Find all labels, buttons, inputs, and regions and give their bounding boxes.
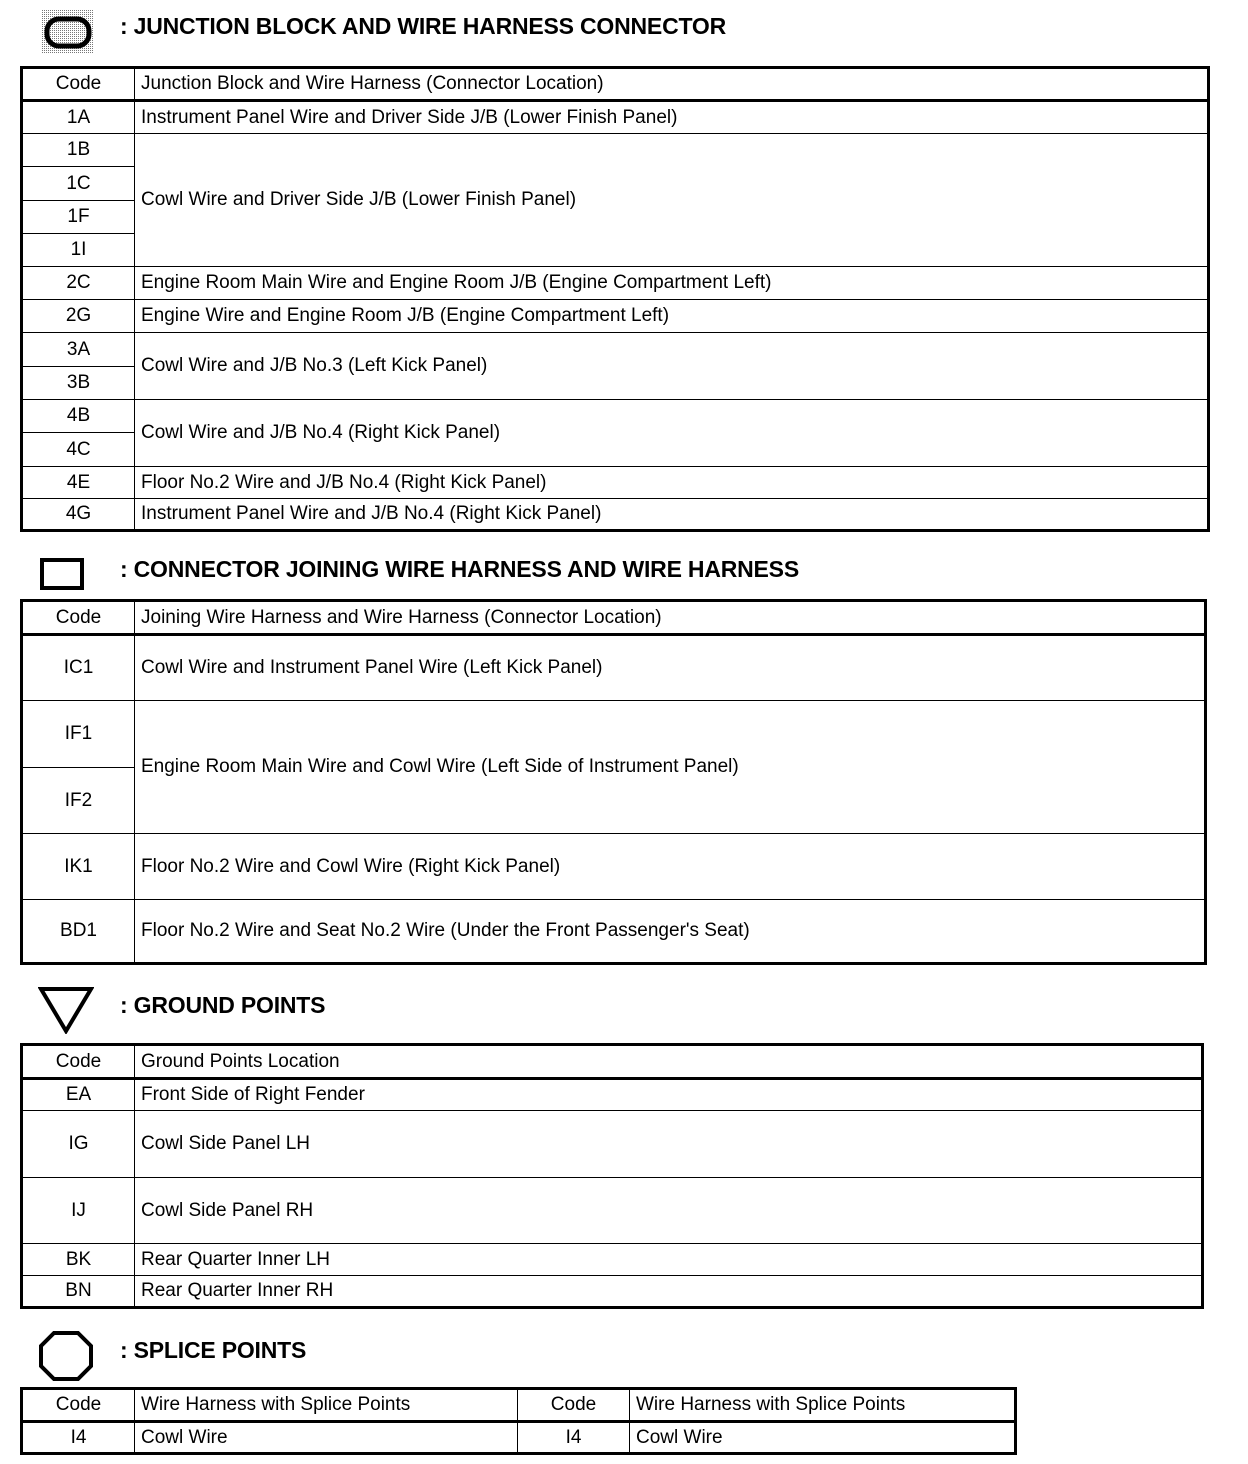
table-row bbox=[22, 1079, 1203, 1111]
code-cell: IF1 bbox=[22, 701, 135, 768]
connector-square-icon bbox=[40, 558, 84, 590]
table-row bbox=[22, 900, 1206, 964]
table-row bbox=[22, 834, 1206, 900]
column-header: Code bbox=[22, 68, 135, 101]
section-title-connector: : CONNECTOR JOINING WIRE HARNESS AND WIRE HARNESS bbox=[120, 556, 799, 582]
table-section-0 bbox=[20, 66, 1210, 532]
description-cell: Cowl Side Panel RH bbox=[135, 1178, 1203, 1244]
code-cell: BD1 bbox=[22, 900, 135, 964]
section-title-splice: : SPLICE POINTS bbox=[120, 1337, 307, 1363]
table-header-row bbox=[22, 601, 1206, 635]
code-cell: IJ bbox=[22, 1178, 135, 1244]
table-header-row bbox=[22, 1045, 1203, 1079]
description-cell: Floor No.2 Wire and Cowl Wire (Right Kick Panel) bbox=[135, 834, 1206, 900]
code-cell: IF2 bbox=[22, 768, 135, 834]
table-row bbox=[22, 400, 1209, 433]
code-cell: 4G bbox=[22, 499, 135, 531]
table-row bbox=[22, 1276, 1203, 1308]
table-row bbox=[22, 635, 1206, 701]
code-cell: 1C bbox=[22, 167, 135, 201]
description-cell: Engine Wire and Engine Room J/B (Engine Compartment Left) bbox=[135, 300, 1209, 333]
table-row bbox=[22, 1422, 1016, 1454]
column-header: Code bbox=[22, 1045, 135, 1079]
table-row bbox=[22, 333, 1209, 367]
section-title-junction-block: : JUNCTION BLOCK AND WIRE HARNESS CONNECTOR bbox=[120, 13, 727, 39]
table-section-2 bbox=[20, 1043, 1204, 1309]
code-cell: 2G bbox=[22, 300, 135, 333]
code-cell: 4E bbox=[22, 467, 135, 499]
code-cell: 3B bbox=[22, 367, 135, 400]
description-cell: Floor No.2 Wire and Seat No.2 Wire (Under the Front Passenger's Seat) bbox=[135, 900, 1206, 964]
code-cell: IG bbox=[22, 1111, 135, 1178]
description-cell: Cowl Wire bbox=[135, 1422, 518, 1454]
column-header: Code bbox=[22, 601, 135, 635]
table-header-row bbox=[22, 68, 1209, 101]
description-cell: Rear Quarter Inner LH bbox=[135, 1244, 1203, 1276]
table-row bbox=[22, 467, 1209, 499]
table-row bbox=[22, 1244, 1203, 1276]
column-header: Joining Wire Harness and Wire Harness (Connector Location) bbox=[135, 601, 1206, 635]
code-cell: 1F bbox=[22, 201, 135, 234]
table-row bbox=[22, 267, 1209, 300]
column-header: Code bbox=[22, 1389, 135, 1422]
code-cell: I4 bbox=[22, 1422, 135, 1454]
description-cell: Engine Room Main Wire and Cowl Wire (Left Side of Instrument Panel) bbox=[135, 701, 1206, 834]
code-cell: 1A bbox=[22, 101, 135, 134]
description-cell: Instrument Panel Wire and Driver Side J/B (Lower Finish Panel) bbox=[135, 101, 1209, 134]
code-cell: BN bbox=[22, 1276, 135, 1308]
column-header: Code bbox=[518, 1389, 630, 1422]
description-cell: Cowl Wire and Instrument Panel Wire (Left Kick Panel) bbox=[135, 635, 1206, 701]
table-row bbox=[22, 499, 1209, 531]
description-cell: Cowl Side Panel LH bbox=[135, 1111, 1203, 1178]
junction-block-icon bbox=[42, 10, 94, 54]
code-cell: 1I bbox=[22, 234, 135, 267]
description-cell: Engine Room Main Wire and Engine Room J/B (Engine Compartment Left) bbox=[135, 267, 1209, 300]
description-cell: Cowl Wire and Driver Side J/B (Lower Finish Panel) bbox=[135, 134, 1209, 267]
description-cell: Instrument Panel Wire and J/B No.4 (Right Kick Panel) bbox=[135, 499, 1209, 531]
description-cell: Floor No.2 Wire and J/B No.4 (Right Kick Panel) bbox=[135, 467, 1209, 499]
table-section-3 bbox=[20, 1387, 1017, 1455]
table-section-1 bbox=[20, 599, 1207, 965]
splice-octagon-icon bbox=[38, 1330, 94, 1382]
table-header-row bbox=[22, 1389, 1016, 1422]
code-cell: 4B bbox=[22, 400, 135, 433]
description-cell: Front Side of Right Fender bbox=[135, 1079, 1203, 1111]
table-row bbox=[22, 1178, 1203, 1244]
table-row bbox=[22, 134, 1209, 167]
description-cell: Cowl Wire and J/B No.4 (Right Kick Panel) bbox=[135, 400, 1209, 467]
table-row bbox=[22, 701, 1206, 768]
ground-triangle-icon bbox=[38, 986, 94, 1034]
column-header: Wire Harness with Splice Points bbox=[135, 1389, 518, 1422]
code-cell: EA bbox=[22, 1079, 135, 1111]
code-cell: BK bbox=[22, 1244, 135, 1276]
table-row bbox=[22, 101, 1209, 134]
column-header: Ground Points Location bbox=[135, 1045, 1203, 1079]
section-title-ground: : GROUND POINTS bbox=[120, 992, 326, 1018]
code-cell: IK1 bbox=[22, 834, 135, 900]
code-cell: 1B bbox=[22, 134, 135, 167]
table-row bbox=[22, 300, 1209, 333]
column-header: Junction Block and Wire Harness (Connector Location) bbox=[135, 68, 1209, 101]
description-cell: Cowl Wire bbox=[630, 1422, 1016, 1454]
code-cell: 2C bbox=[22, 267, 135, 300]
description-cell: Cowl Wire and J/B No.3 (Left Kick Panel) bbox=[135, 333, 1209, 400]
code-cell: I4 bbox=[518, 1422, 630, 1454]
code-cell: 4C bbox=[22, 433, 135, 467]
column-header: Wire Harness with Splice Points bbox=[630, 1389, 1016, 1422]
table-row bbox=[22, 1111, 1203, 1178]
code-cell: IC1 bbox=[22, 635, 135, 701]
description-cell: Rear Quarter Inner RH bbox=[135, 1276, 1203, 1308]
code-cell: 3A bbox=[22, 333, 135, 367]
